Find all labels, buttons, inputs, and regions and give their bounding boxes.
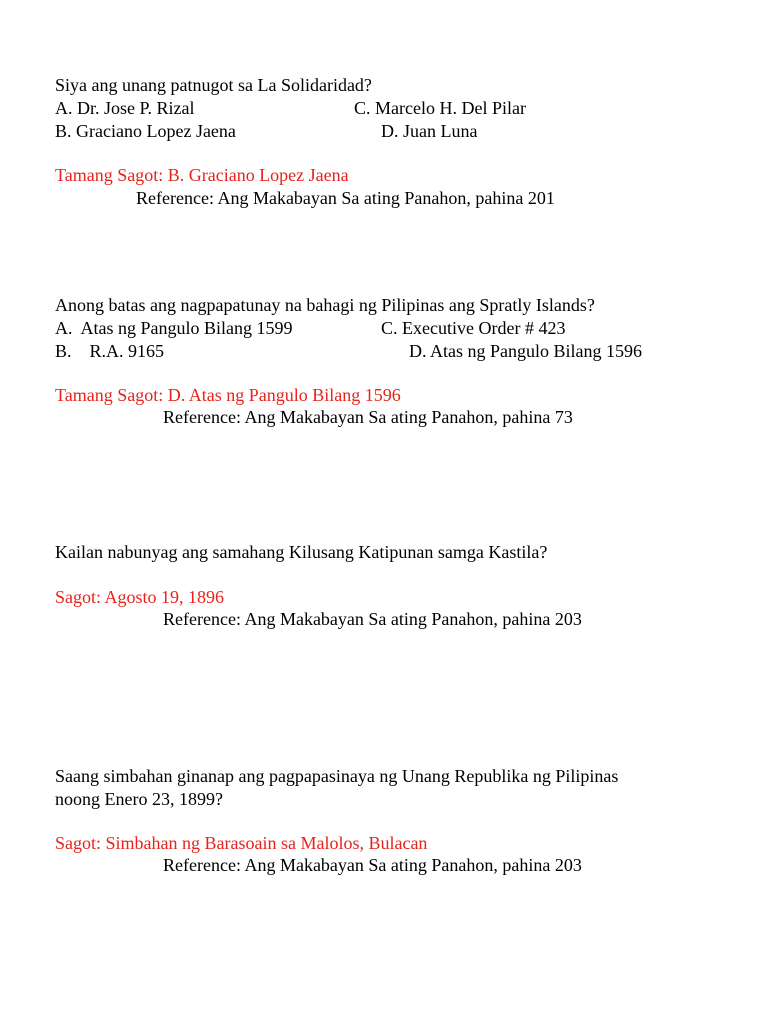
question-2-choice-d: D. Atas ng Pangulo Bilang 1596 — [409, 341, 642, 361]
question-1-choice-b: B. Graciano Lopez Jaena — [55, 121, 236, 141]
question-2-choice-c: C. Executive Order # 423 — [381, 318, 566, 338]
question-3-reference: Reference: Ang Makabayan Sa ating Panahon, pahina 203 — [163, 609, 582, 629]
question-2-reference: Reference: Ang Makabayan Sa ating Panahon, pahina 73 — [163, 407, 573, 427]
question-2-choice-a: A. Atas ng Pangulo Bilang 1599 — [55, 318, 293, 338]
question-3-text: Kailan nabunyag ang samahang Kilusang Katipunan samga Kastila? — [55, 542, 548, 562]
question-4-answer: Sagot: Simbahan ng Barasoain sa Malolos, Bulacan — [55, 833, 428, 853]
question-4-text-line-1: Saang simbahan ginanap ang pagpapasinaya ng Unang Republika ng Pilipinas — [55, 766, 619, 786]
question-4-reference: Reference: Ang Makabayan Sa ating Panahon, pahina 203 — [163, 855, 582, 875]
question-1-text: Siya ang unang patnugot sa La Solidaridad? — [55, 75, 372, 95]
question-2-choice-b: B. R.A. 9165 — [55, 341, 165, 361]
question-1-answer: Tamang Sagot: B. Graciano Lopez Jaena — [55, 165, 349, 185]
question-1-choice-a: A. Dr. Jose P. Rizal — [55, 98, 195, 118]
question-1-reference: Reference: Ang Makabayan Sa ating Panahon, pahina 201 — [136, 188, 555, 208]
question-1-choice-d: D. Juan Luna — [381, 121, 478, 141]
question-3-answer: Sagot: Agosto 19, 1896 — [55, 587, 225, 607]
question-1-choice-c: C. Marcelo H. Del Pilar — [354, 98, 526, 118]
question-4-text-line-2: noong Enero 23, 1899? — [55, 789, 223, 809]
question-2-text: Anong batas ang nagpapatunay na bahagi ng Pilipinas ang Spratly Islands? — [55, 295, 595, 315]
question-2-answer: Tamang Sagot: D. Atas ng Pangulo Bilang 1596 — [55, 385, 401, 405]
